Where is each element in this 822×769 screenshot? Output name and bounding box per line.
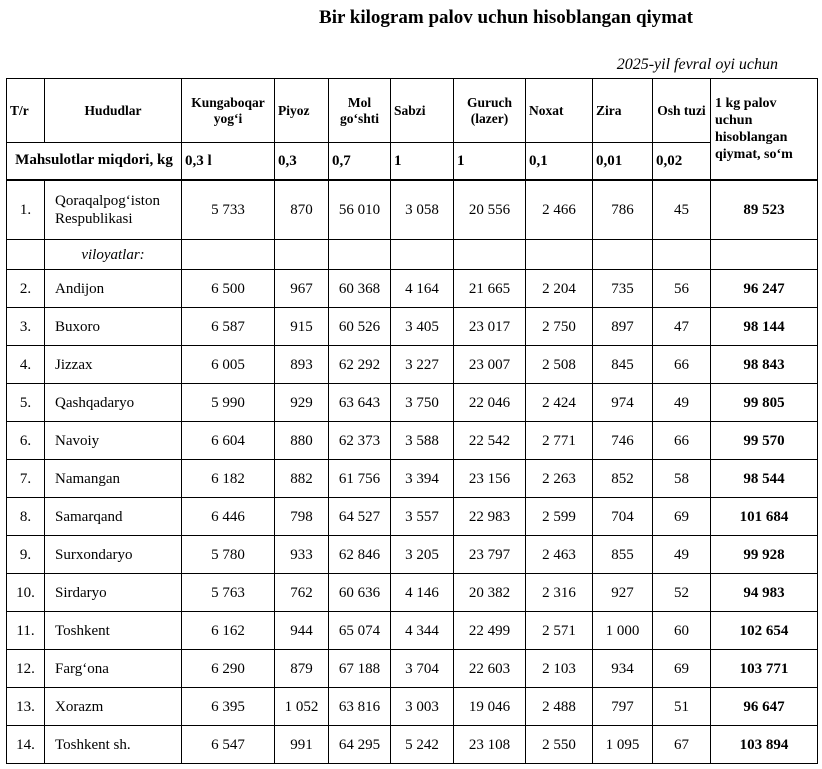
region-name-cell: Samarqand <box>45 498 182 536</box>
value-cell: 991 <box>275 726 329 764</box>
table-row <box>7 650 818 688</box>
value-cell: 897 <box>593 308 653 346</box>
value-cell: 3 557 <box>391 498 454 536</box>
column-header-noxat: Noxat <box>526 79 593 143</box>
value-cell: 3 750 <box>391 384 454 422</box>
value-cell: 67 <box>653 726 711 764</box>
value-cell: 62 373 <box>329 422 391 460</box>
value-cell: 934 <box>593 650 653 688</box>
value-cell: 6 500 <box>182 270 275 308</box>
value-cell: 22 603 <box>454 650 526 688</box>
value-cell: 3 405 <box>391 308 454 346</box>
region-name-cell: Jizzax <box>45 346 182 384</box>
row-number-cell: 9. <box>7 536 45 574</box>
quantity-value-kungaboqar-yogi: 0,3 l <box>182 143 275 180</box>
value-cell: 704 <box>593 498 653 536</box>
value-cell: 879 <box>275 650 329 688</box>
row-number-cell <box>7 240 45 270</box>
value-cell: 870 <box>275 180 329 240</box>
table-row <box>7 180 818 240</box>
value-cell: 66 <box>653 346 711 384</box>
column-header-tr: T/r <box>7 79 45 143</box>
value-cell: 6 587 <box>182 308 275 346</box>
quantity-value-piyoz: 0,3 <box>275 143 329 180</box>
value-cell: 2 263 <box>526 460 593 498</box>
value-cell: 2 424 <box>526 384 593 422</box>
value-cell: 21 665 <box>454 270 526 308</box>
value-cell: 5 780 <box>182 536 275 574</box>
value-cell: 45 <box>653 180 711 240</box>
region-name-cell: Buxoro <box>45 308 182 346</box>
value-cell: 63 816 <box>329 688 391 726</box>
value-cell: 974 <box>593 384 653 422</box>
value-cell: 4 164 <box>391 270 454 308</box>
value-cell: 56 <box>653 270 711 308</box>
row-number-cell: 3. <box>7 308 45 346</box>
value-cell: 66 <box>653 422 711 460</box>
value-cell: 880 <box>275 422 329 460</box>
empty-total-cell <box>711 240 818 270</box>
value-cell: 67 188 <box>329 650 391 688</box>
table-row <box>7 688 818 726</box>
table-row <box>7 384 818 422</box>
table-row <box>7 270 818 308</box>
value-cell: 23 108 <box>454 726 526 764</box>
value-cell: 1 052 <box>275 688 329 726</box>
value-cell: 23 017 <box>454 308 526 346</box>
value-cell: 967 <box>275 270 329 308</box>
value-cell: 2 550 <box>526 726 593 764</box>
region-name-cell: Surxondaryo <box>45 536 182 574</box>
value-cell: 6 005 <box>182 346 275 384</box>
document-subtitle: 2025-yil fevral oyi uchun <box>616 56 778 73</box>
value-cell: 19 046 <box>454 688 526 726</box>
total-value-cell: 99 928 <box>711 536 818 574</box>
empty-value-cell <box>275 240 329 270</box>
row-number-cell: 7. <box>7 460 45 498</box>
value-cell: 6 395 <box>182 688 275 726</box>
value-cell: 893 <box>275 346 329 384</box>
empty-value-cell <box>329 240 391 270</box>
value-cell: 797 <box>593 688 653 726</box>
value-cell: 22 983 <box>454 498 526 536</box>
value-cell: 63 643 <box>329 384 391 422</box>
region-name-cell: Toshkent <box>45 612 182 650</box>
column-header-row <box>7 79 818 143</box>
value-cell: 2 463 <box>526 536 593 574</box>
section-row <box>7 240 818 270</box>
quantity-value-osh-tuzi: 0,02 <box>653 143 711 180</box>
value-cell: 52 <box>653 574 711 612</box>
value-cell: 47 <box>653 308 711 346</box>
total-value-cell: 101 684 <box>711 498 818 536</box>
value-cell: 845 <box>593 346 653 384</box>
column-header-zira: Zira <box>593 79 653 143</box>
region-name-cell: Qashqadaryo <box>45 384 182 422</box>
row-number-cell: 13. <box>7 688 45 726</box>
region-name-cell: Toshkent sh. <box>45 726 182 764</box>
empty-value-cell <box>391 240 454 270</box>
column-header-osh-tuzi: Osh tuzi <box>653 79 711 143</box>
total-value-cell: 98 144 <box>711 308 818 346</box>
total-value-cell: 96 247 <box>711 270 818 308</box>
column-header-guruch-lazer: Guruch (lazer) <box>454 79 526 143</box>
value-cell: 855 <box>593 536 653 574</box>
table-header <box>7 79 818 180</box>
value-cell: 2 750 <box>526 308 593 346</box>
value-cell: 22 499 <box>454 612 526 650</box>
value-cell: 2 316 <box>526 574 593 612</box>
value-cell: 69 <box>653 498 711 536</box>
row-number-cell: 12. <box>7 650 45 688</box>
region-name-cell: Fargʻona <box>45 650 182 688</box>
palov-cost-table <box>6 78 818 764</box>
row-number-cell: 1. <box>7 180 45 240</box>
value-cell: 61 756 <box>329 460 391 498</box>
value-cell: 3 003 <box>391 688 454 726</box>
table-row <box>7 460 818 498</box>
empty-value-cell <box>182 240 275 270</box>
value-cell: 49 <box>653 384 711 422</box>
value-cell: 735 <box>593 270 653 308</box>
table-row <box>7 308 818 346</box>
quantity-value-noxat: 0,1 <box>526 143 593 180</box>
total-value-cell: 98 843 <box>711 346 818 384</box>
row-number-cell: 2. <box>7 270 45 308</box>
value-cell: 6 182 <box>182 460 275 498</box>
table-row <box>7 536 818 574</box>
value-cell: 6 162 <box>182 612 275 650</box>
value-cell: 20 382 <box>454 574 526 612</box>
value-cell: 20 556 <box>454 180 526 240</box>
value-cell: 798 <box>275 498 329 536</box>
column-header-hududlar: Hududlar <box>45 79 182 143</box>
quantity-row <box>7 143 818 180</box>
quantity-row-label: Mahsulotlar miqdori, kg <box>7 143 182 180</box>
total-value-cell: 94 983 <box>711 574 818 612</box>
quantity-value-zira: 0,01 <box>593 143 653 180</box>
value-cell: 927 <box>593 574 653 612</box>
value-cell: 56 010 <box>329 180 391 240</box>
value-cell: 6 446 <box>182 498 275 536</box>
table-row <box>7 612 818 650</box>
value-cell: 60 526 <box>329 308 391 346</box>
value-cell: 746 <box>593 422 653 460</box>
row-number-cell: 8. <box>7 498 45 536</box>
column-header-total-value: 1 kg palov uchun hisoblangan qiymat, soʻm <box>711 79 818 180</box>
value-cell: 915 <box>275 308 329 346</box>
value-cell: 64 295 <box>329 726 391 764</box>
value-cell: 1 095 <box>593 726 653 764</box>
quantity-value-sabzi: 1 <box>391 143 454 180</box>
value-cell: 65 074 <box>329 612 391 650</box>
value-cell: 2 103 <box>526 650 593 688</box>
value-cell: 933 <box>275 536 329 574</box>
value-cell: 2 204 <box>526 270 593 308</box>
quantity-value-guruch: 1 <box>454 143 526 180</box>
value-cell: 2 466 <box>526 180 593 240</box>
row-number-cell: 5. <box>7 384 45 422</box>
value-cell: 6 547 <box>182 726 275 764</box>
table-row <box>7 726 818 764</box>
value-cell: 5 990 <box>182 384 275 422</box>
value-cell: 1 000 <box>593 612 653 650</box>
value-cell: 49 <box>653 536 711 574</box>
total-value-cell: 103 894 <box>711 726 818 764</box>
row-number-cell: 14. <box>7 726 45 764</box>
value-cell: 3 704 <box>391 650 454 688</box>
document-title: Bir kilogram palov uchun hisoblangan qiymat <box>319 7 693 28</box>
value-cell: 5 763 <box>182 574 275 612</box>
value-cell: 4 146 <box>391 574 454 612</box>
value-cell: 762 <box>275 574 329 612</box>
total-value-cell: 96 647 <box>711 688 818 726</box>
value-cell: 23 797 <box>454 536 526 574</box>
value-cell: 60 636 <box>329 574 391 612</box>
value-cell: 6 604 <box>182 422 275 460</box>
row-number-cell: 4. <box>7 346 45 384</box>
value-cell: 62 846 <box>329 536 391 574</box>
value-cell: 929 <box>275 384 329 422</box>
value-cell: 3 588 <box>391 422 454 460</box>
value-cell: 2 571 <box>526 612 593 650</box>
total-value-cell: 99 805 <box>711 384 818 422</box>
value-cell: 852 <box>593 460 653 498</box>
empty-value-cell <box>454 240 526 270</box>
row-number-cell: 6. <box>7 422 45 460</box>
region-name-cell: Andijon <box>45 270 182 308</box>
region-name-cell: Xorazm <box>45 688 182 726</box>
column-header-mol-goshti: Mol goʻshti <box>329 79 391 143</box>
value-cell: 3 205 <box>391 536 454 574</box>
column-header-piyoz: Piyoz <box>275 79 329 143</box>
total-value-cell: 102 654 <box>711 612 818 650</box>
region-name-cell: Qoraqalpogʻiston Respublikasi <box>45 180 182 240</box>
table-body <box>7 180 818 764</box>
quantity-value-mol-goshti: 0,7 <box>329 143 391 180</box>
table-row <box>7 498 818 536</box>
value-cell: 786 <box>593 180 653 240</box>
region-name-cell: Sirdaryo <box>45 574 182 612</box>
value-cell: 58 <box>653 460 711 498</box>
value-cell: 944 <box>275 612 329 650</box>
value-cell: 5 242 <box>391 726 454 764</box>
total-value-cell: 98 544 <box>711 460 818 498</box>
value-cell: 22 542 <box>454 422 526 460</box>
value-cell: 23 007 <box>454 346 526 384</box>
value-cell: 4 344 <box>391 612 454 650</box>
empty-value-cell <box>593 240 653 270</box>
total-value-cell: 89 523 <box>711 180 818 240</box>
column-header-sabzi: Sabzi <box>391 79 454 143</box>
value-cell: 6 290 <box>182 650 275 688</box>
value-cell: 3 058 <box>391 180 454 240</box>
value-cell: 3 394 <box>391 460 454 498</box>
value-cell: 2 488 <box>526 688 593 726</box>
value-cell: 69 <box>653 650 711 688</box>
value-cell: 3 227 <box>391 346 454 384</box>
value-cell: 60 368 <box>329 270 391 308</box>
value-cell: 64 527 <box>329 498 391 536</box>
column-header-kungaboqar-yogi: Kungaboqar yogʻi <box>182 79 275 143</box>
section-label-cell: viloyatlar: <box>45 240 182 270</box>
empty-value-cell <box>526 240 593 270</box>
total-value-cell: 103 771 <box>711 650 818 688</box>
row-number-cell: 11. <box>7 612 45 650</box>
value-cell: 2 508 <box>526 346 593 384</box>
value-cell: 5 733 <box>182 180 275 240</box>
value-cell: 2 599 <box>526 498 593 536</box>
value-cell: 882 <box>275 460 329 498</box>
row-number-cell: 10. <box>7 574 45 612</box>
total-value-cell: 99 570 <box>711 422 818 460</box>
value-cell: 51 <box>653 688 711 726</box>
region-name-cell: Namangan <box>45 460 182 498</box>
value-cell: 62 292 <box>329 346 391 384</box>
value-cell: 2 771 <box>526 422 593 460</box>
table-row <box>7 346 818 384</box>
table-row <box>7 422 818 460</box>
value-cell: 23 156 <box>454 460 526 498</box>
region-name-cell: Navoiy <box>45 422 182 460</box>
empty-value-cell <box>653 240 711 270</box>
value-cell: 60 <box>653 612 711 650</box>
value-cell: 22 046 <box>454 384 526 422</box>
table-row <box>7 574 818 612</box>
